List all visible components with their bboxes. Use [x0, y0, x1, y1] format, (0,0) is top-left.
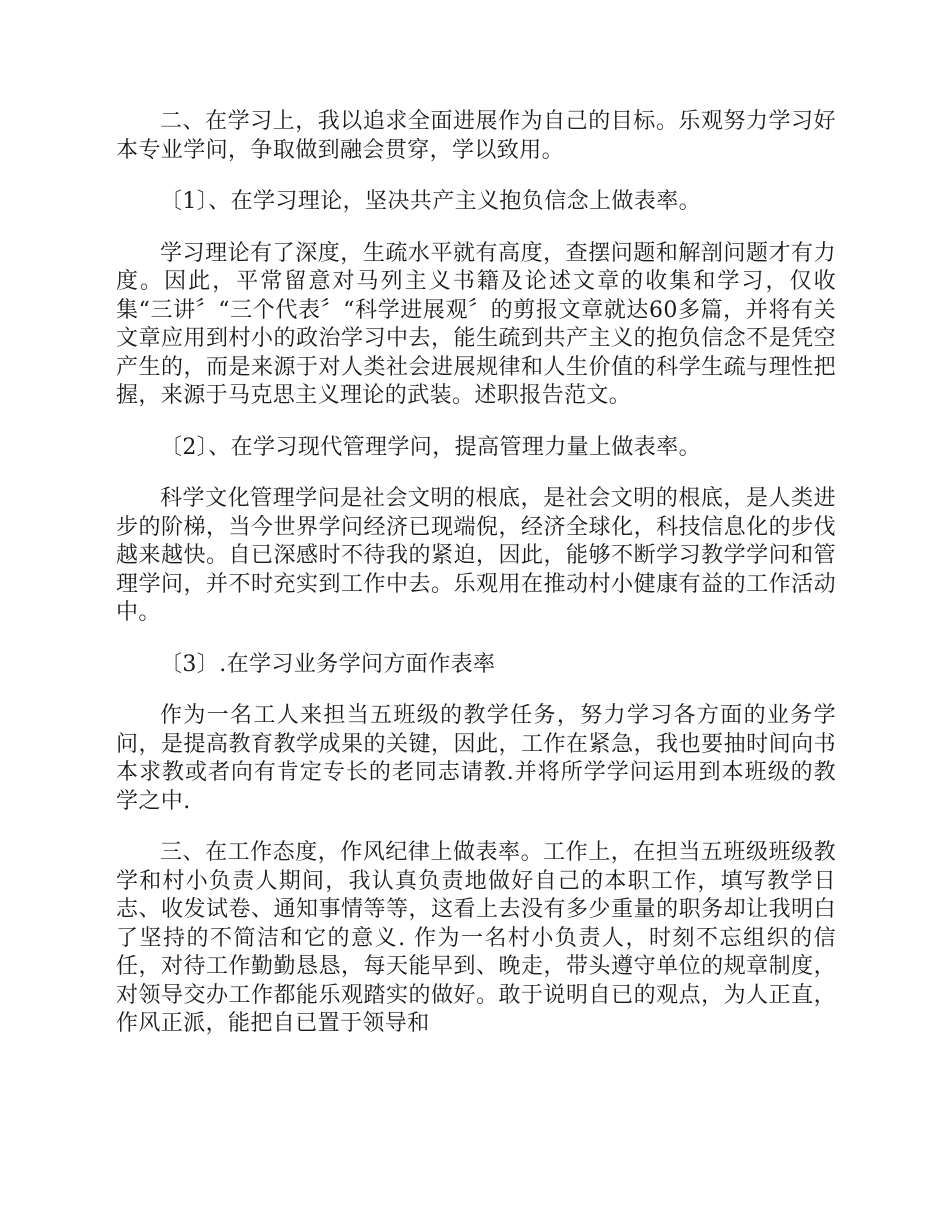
- heading-theory: 〔1〕、在学习理论，坚决共产主义抱负信念上做表率。: [160, 189, 701, 214]
- document-page: [116, 108, 836, 1039]
- paragraph-theory: 学习理论有了深度，生疏水平就有高度，查摆问题和解剖问题才有力度。因此，平常留意对马列主义书籍及论述文章的收集和学习，仅收集“三讲〞“三个代表〞“科学进展观〞的剪报文章就达60多篇，并将有关文章应用到村小的政治学习中去，能生疏到共产主义的抱负信念不是凭空产生的，而是来源于对人类社会进展规律和人生价值的科学生疏与理性把握，来源于马克思主义理论的武装。述职报告范文。: [116, 240, 836, 408]
- heading-management: 〔2〕、在学习现代管理学问，提高管理力量上做表率。: [160, 434, 701, 460]
- heading-business: 〔3〕.在学习业务学问方面作表率: [160, 651, 496, 677]
- paragraph-work-attitude: 三、在工作态度，作风纪律上做表率。工作上，在担当五班级班级教学和村小负责人期间，我认真负责地做好自己的本职工作，填写教学日志、收发试卷、通知事情等等，这看上去没有多少重量的职务却让我明白了坚持的不简洁和它的意义. 作为一名村小负责人，时刻不忘组织的信任，对待工作勤勤恳恳，每天能早到、晚走，带头遵守单位的规章制度，对领导交办工作都能乐观踏实的做好。敢于说明自已的观点，为人正直，作风正派，能把自已置于领导和: [116, 840, 836, 1036]
- paragraph-study-goal: 二、在学习上，我以追求全面进展作为自己的目标。乐观努力学习好本专业学问，争取做到融会贯穿，学以致用。: [116, 109, 836, 163]
- paragraph-business: 作为一名工人来担当五班级的教学任务，努力学习各方面的业务学问，是提高教育教学成果的关键，因此，工作在紧急，我也要抽时间向书本求教或者向有肯定专长的老同志请教.并将所学学问运用到本班级的教学之中.: [116, 703, 836, 814]
- paragraph-management: 科学文化管理学问是社会文明的根底，是社会文明的根底，是人类进步的阶梯，当今世界学问经济已现端倪，经济全球化，科技信息化的步伐越来越快。自已深感时不待我的紧迫，因此，能够不断学习教学学问和管理学问，并不时充实到工作中去。乐观用在推动村小健康有益的工作活动中。: [116, 486, 836, 625]
